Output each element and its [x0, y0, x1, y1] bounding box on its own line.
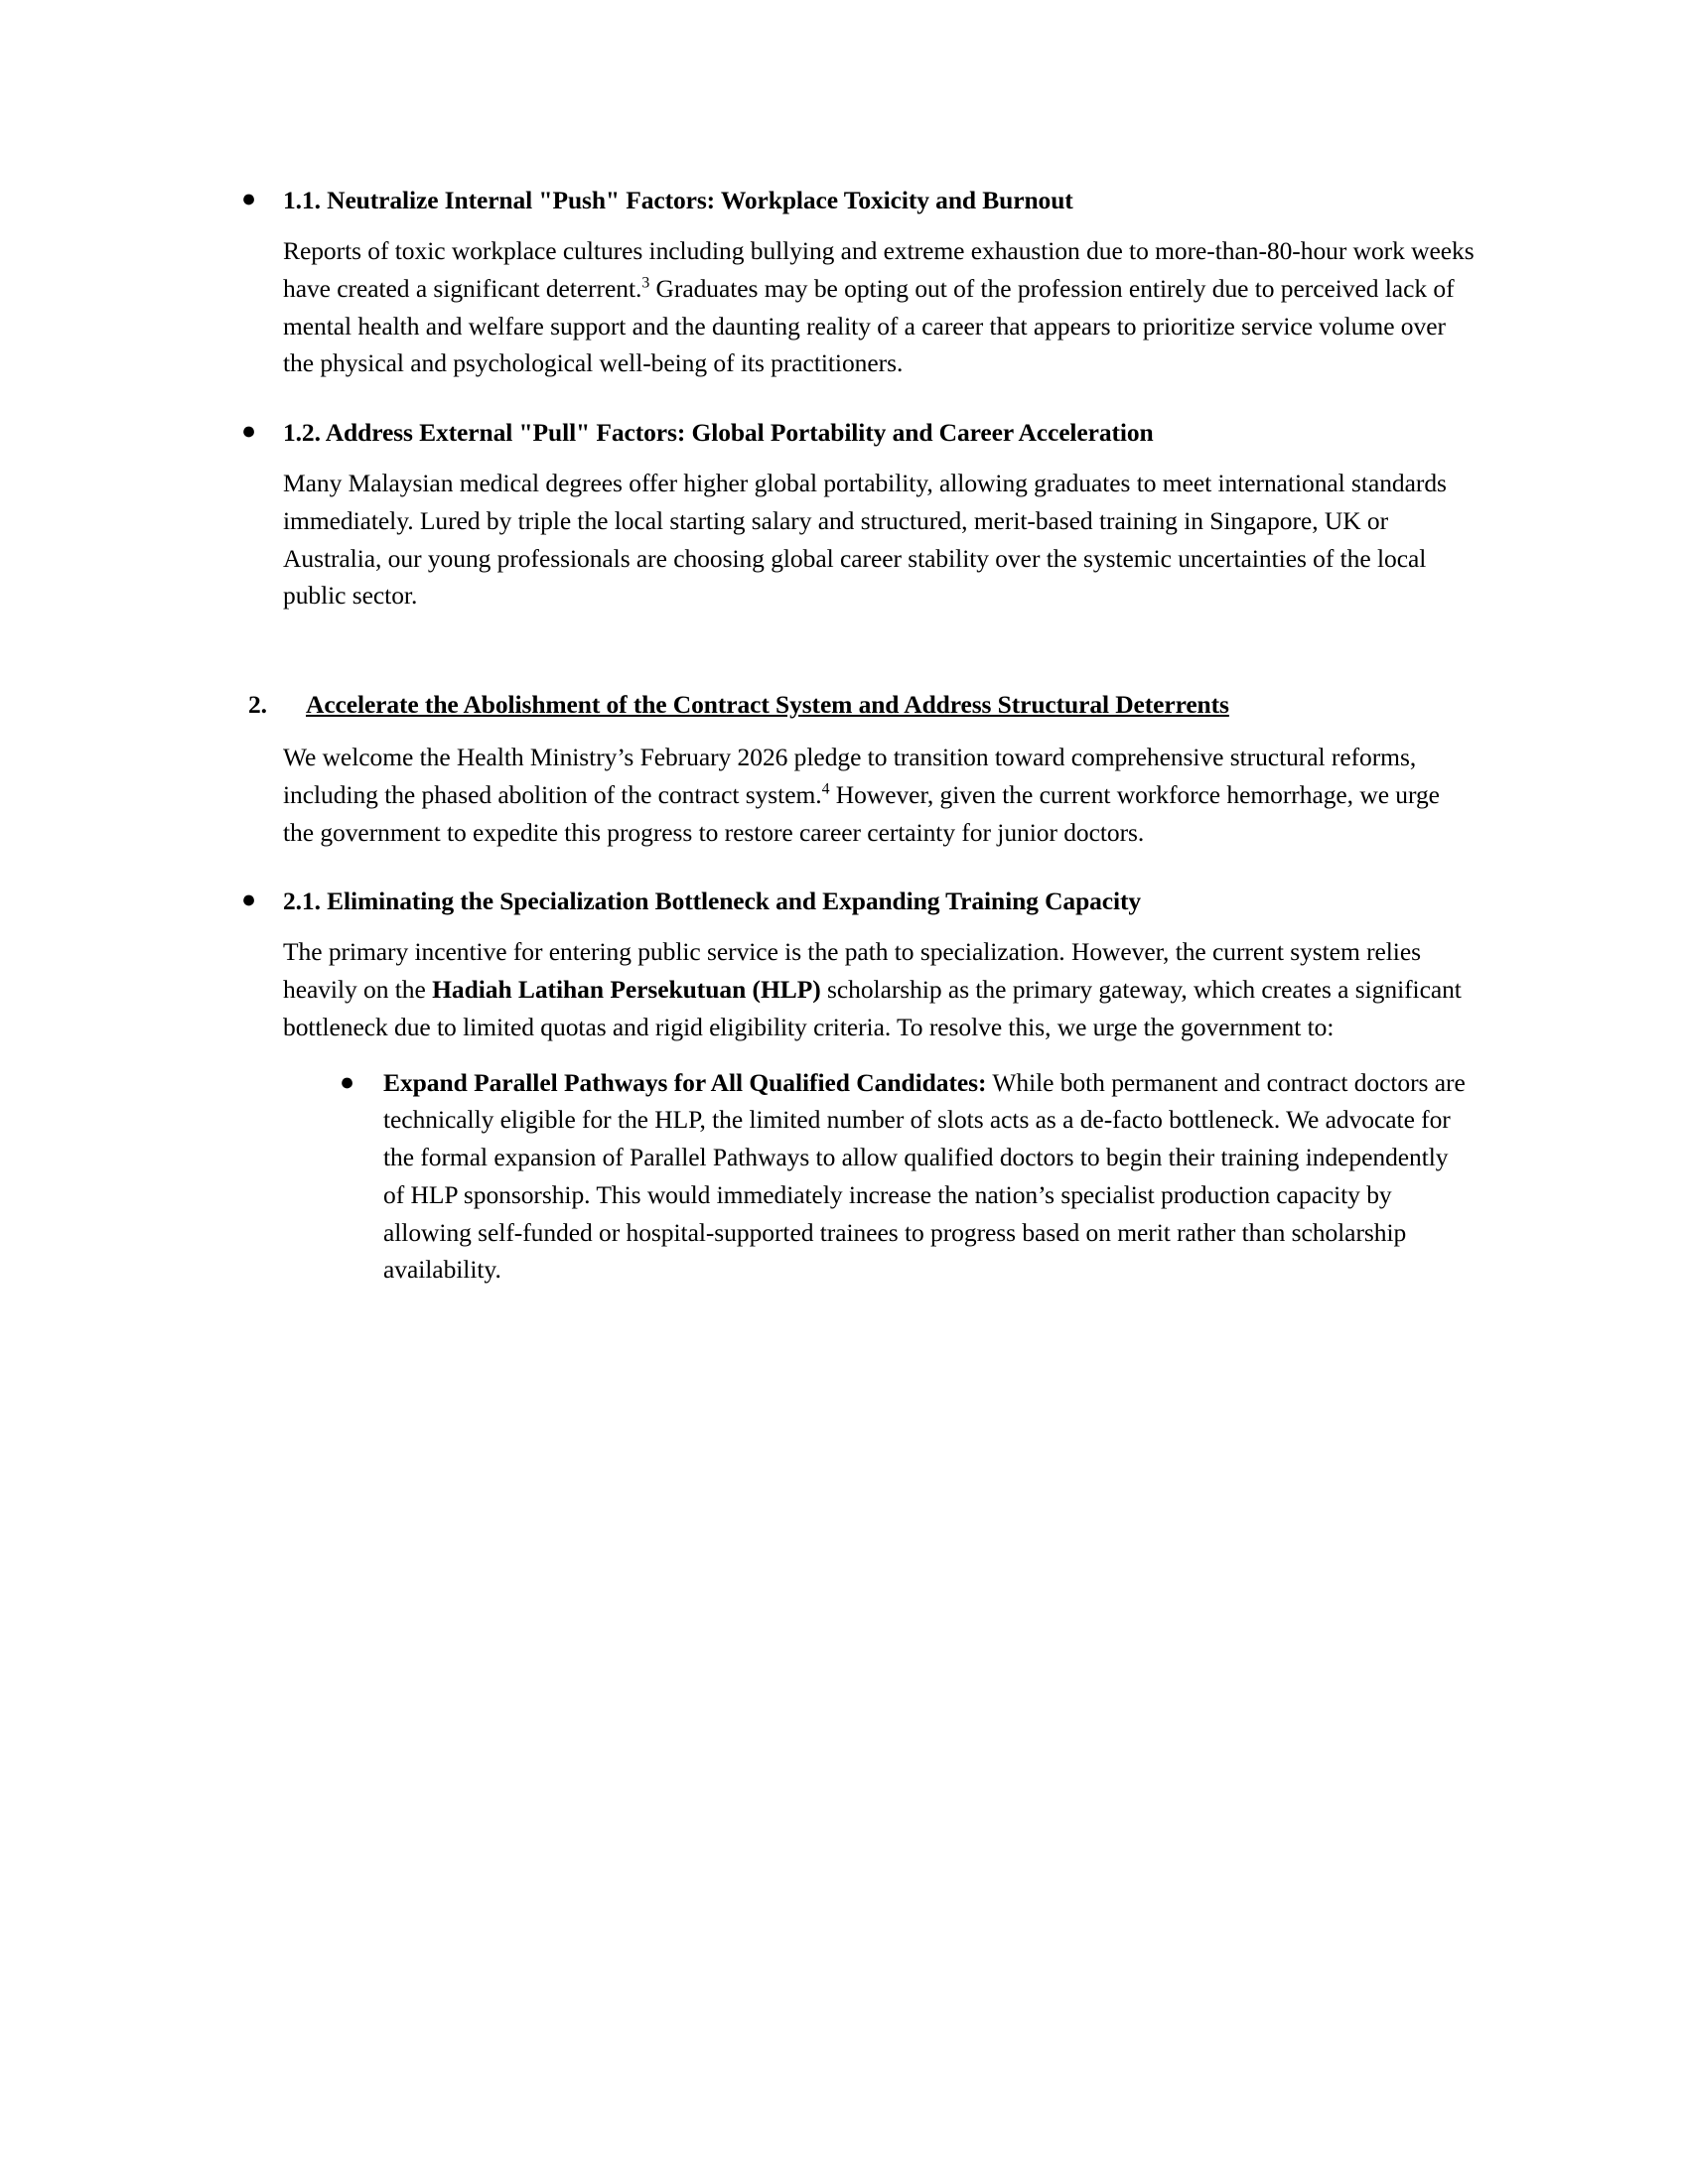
nested-list	[338, 1064, 1475, 1289]
bullet-icon: ●	[241, 186, 257, 212]
heading-1-2-label: 1.2. Address External "Pull" Factors: Global Portability and Career Acceleration	[283, 418, 1154, 448]
term-hlp: Hadiah Latihan Persekutuan (HLP)	[432, 975, 821, 1005]
heading-2-1	[238, 885, 1475, 917]
heading-2	[238, 688, 1475, 723]
list-item-text: While both permanent and contract doctors are technically eligible for the HLP, the limited number of slots acts as a de-facto bottleneck. We advocate for the formal expansion of Parallel Pathways to allow qualified doctors to begin their training independently of HLP sponsorship. This would immediately increase the nation’s specialist production capacity by allowing self-funded or hospital-supported trainees to progress based on merit rather than scholarship availability.	[383, 1067, 1466, 1285]
footnote-ref-3: 3	[641, 274, 650, 292]
list-number-2: 2.	[248, 690, 267, 720]
paragraph-1-1-part1: Reports of toxic workplace cultures including bullying and extreme exhaustion due to more-than-80-hour work weeks have created a significant deterrent.	[283, 236, 1475, 303]
document-content	[238, 184, 1475, 1289]
paragraph-2-1	[238, 933, 1475, 1045]
paragraph-2-part1: We welcome the Health Ministry’s February 2026 pledge to transition toward comprehensive structural reforms, including the phased abolition of the contract system.	[283, 743, 1417, 809]
spacer	[238, 382, 1475, 416]
paragraph-2-1-part2: scholarship as the primary gateway, which creates a significant bottleneck due to limited quotas and rigid eligibility criteria. To resolve this, we urge the government to:	[283, 975, 1462, 1041]
heading-1-1	[238, 184, 1475, 216]
footnote-ref-4: 4	[821, 780, 830, 798]
spacer	[238, 614, 1475, 688]
paragraph-2-1-part1: The primary incentive for entering public service is the path to specialization. However, the current system relies heavily on the	[283, 937, 1421, 1005]
paragraph-1-2: Many Malaysian medical degrees offer higher global portability, allowing graduates to meet international standards immediately. Lured by triple the local starting salary and structured, merit-based training in Singapore, UK or Australia, our young professionals are choosing global career stability over the systemic uncertainties of the local public sector.	[283, 469, 1447, 611]
paragraph-2-part2: However, given the current workforce hemorrhage, we urge the government to expedite this progress to restore career certainty for junior doctors.	[283, 779, 1440, 847]
list-item	[338, 1064, 1475, 1289]
heading-2-label: Accelerate the Abolishment of the Contract System and Address Structural Deterrents	[306, 690, 1229, 720]
paragraph-1-1-part2: Graduates may be opting out of the profession entirely due to perceived lack of mental health and welfare support and the daunting reality of a career that appears to prioritize service volume over the physical and psychological well-being of its practitioners.	[283, 273, 1455, 378]
paragraph-1-1	[238, 232, 1475, 382]
bullet-icon: ●	[340, 1068, 355, 1096]
heading-2-1-label: 2.1. Eliminating the Specialization Bottleneck and Expanding Training Capacity	[283, 887, 1142, 916]
bullet-icon: ●	[241, 418, 257, 446]
paragraph-2	[238, 739, 1475, 851]
spacer	[238, 851, 1475, 885]
heading-1-1-label: 1.1. Neutralize Internal "Push" Factors: Workplace Toxicity and Burnout	[283, 186, 1073, 214]
list-item-lead-label: Expand Parallel Pathways for All Qualified Candidates:	[383, 1067, 987, 1097]
heading-1-2	[238, 416, 1475, 449]
bullet-icon: ●	[241, 887, 257, 914]
